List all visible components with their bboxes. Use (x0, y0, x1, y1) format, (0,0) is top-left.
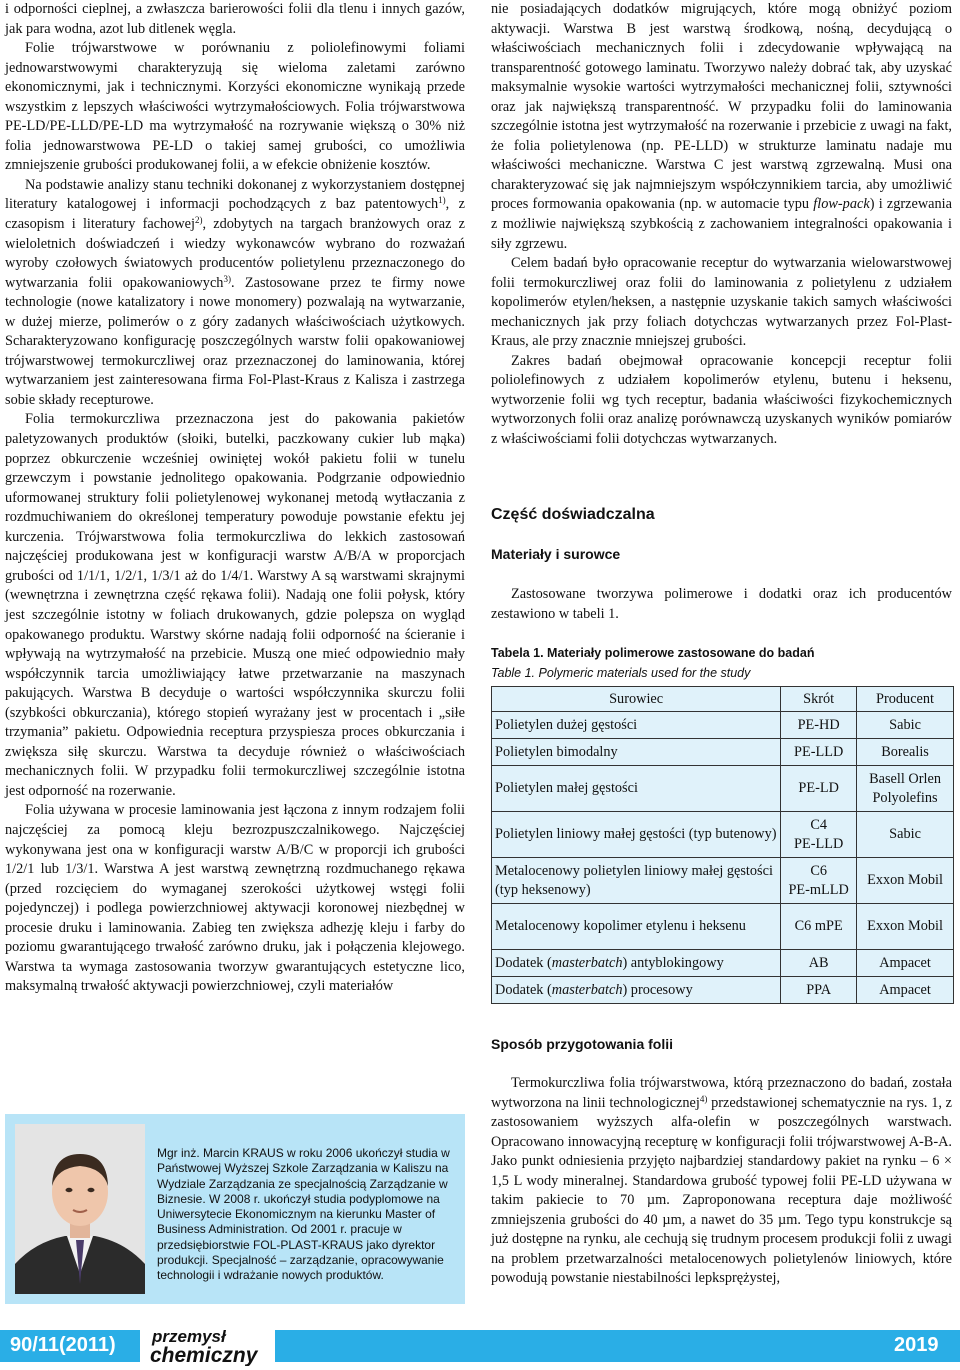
table-cell-producer: Sabic (857, 712, 954, 739)
subsection-film-preparation: Sposób przygotowania folii (491, 1036, 673, 1052)
abbr-line: C6 (810, 862, 827, 879)
table-row (492, 712, 954, 739)
table-cell-abbr: PE-HD (781, 712, 857, 739)
table-cell-abbr: PE-LD (781, 766, 857, 812)
table-cell-producer: Ampacet (857, 950, 954, 977)
table-cell-producer: Exxon Mobil (857, 858, 954, 904)
reference-1: 1) (438, 195, 446, 206)
logo-line-1: przemysł (152, 1327, 226, 1346)
left-column (5, 0, 465, 997)
masterbatch-term: masterbatch (551, 981, 623, 998)
reference-4: 4) (699, 1093, 708, 1104)
table-caption-pl: Tabela 1. Materiały polimerowe zastosowane do badań (491, 646, 815, 660)
paragraph-lamination: Folia używana w procesie laminowania jest łączona z innym rodzajem folii najczęściej za pomocą kleju bezrozpuszczalnikowego. Najczęściej wykonywana jest ona w konfiguracji warstw A/B/C w proporcji ich grubości 1/2/1 lub 1/3/1. Warstwa A jest warstwą zewnętrzną rozdmuchanego rękawa (przed rozcięciem do wymaganej szerokości użytkowej wstęgi folii pojedynczej) i podlega powierzchniowej aktywacji koronowej niezbędnej w procesie druku i laminowania. Zabieg ten zwiększa adhezję kleju i farby do poziomu gwarantującego trwałość zarówno druku, jak i połączenia klejowego. Warstwa ta wymaga zastosowania tworzyw gwarantujących estetyczne lico, maksymalną trwałość aktywacji powierzchniowej, czyli materiałów (5, 802, 465, 995)
text-run: Dodatek ( (495, 954, 552, 971)
table-cell-producer: Ampacet (857, 977, 954, 1004)
right-column (491, 0, 952, 1320)
table-cell-material (492, 950, 781, 977)
table-header-cell: Skrót (781, 687, 857, 712)
table-row (492, 950, 954, 977)
table-row (492, 904, 954, 950)
issue-number: 90/11(2011) (10, 1334, 116, 1356)
table-cell-material: Metalocenowy polietylen liniowy małej gęstości (typ heksenowy) (492, 858, 781, 904)
text-run: , z czasopism i literatury fachowej (5, 196, 466, 233)
table-cell-abbr (781, 812, 857, 858)
table-row (492, 812, 954, 858)
table-header-row (492, 687, 954, 712)
table-row (492, 739, 954, 766)
right-top-text (491, 0, 952, 450)
text-run: przedstawionej schematycznie na rys. 1, z zastosowaniem wyższych alfa-olefin w poszczególnych warstwach. Opracowano innowacyjną recepturę w konfiguracji folii trójwarstwowej A-B-A. Jako punkt odniesienia przyjęto najbardziej standardowy pakiet na rynku – 6 × 1,5 L wody mineralnej. Standardowa grubość typowej folii PE-LD używana w takim pakiecie to 70 µm. Zaproponowana receptura daje możliwość zmniejszenia grubości do 40 µm, a nawet do 35 µm. Tego typu konstrukcje są już dostępne na rynku, ale cechują się trudnym procesem produkcji folii z uwagi na problem przetwarzalności metalocenowych polietylenów liniowych, które powodują powstanie niestabilności lepksprężystej, (491, 1094, 952, 1287)
table-cell-material: Polietylen dużej gęstości (492, 712, 781, 739)
abbr-line: PE-LLD (794, 835, 844, 852)
portrait-image (15, 1124, 145, 1294)
table-cell-abbr: AB (781, 950, 857, 977)
table-cell-abbr (781, 858, 857, 904)
table-row (492, 858, 954, 904)
producer-line: Basell Orlen (869, 770, 941, 787)
text-run: Termokurczliwa folia trójwarstwowa, którą przeznaczono do badań, została wytworzona na linii technologicznej (491, 1075, 952, 1111)
paragraph-shrink-film: Folia termokurczliwa przeznaczona jest do pakowania pakietów paletyzowanych produktów (słoiki, butelki, paczkowany cukier lub mąka) poprzez obkurczenie wcześniej owiniętej wokół pakietu folii w tunelu grzewczym i powstanie jednolitego opakowania. Podgrzanie odpowiednio uformowanej struktury folii polietylenowej wykonanej metodą wytłaczania z rozdmuchiwaniem do określonej temperatury powoduje powstanie efektu jej kurczenia. Trójwarstwowa folia termokurczliwa do lekkich zastosowań najczęściej produkowana jest w konfiguracji warstw A/B/A w proporcjach grubości od 1/1/1, 1/2/1, 1/3/1 aż do 1/4/1. Warstwy A są warstwami skrajnymi (wewnętrzna i zewnętrzna część rękawa folii). Nadają one folii połysk, który jest szczególnie istotny w foliach drukowanych, gdzie polepsza on wygląd opakowanego produktu. Warstwy skórne nadają folii odporność na ścieranie i wpływają na wytrzymałość na przebicie. Muszą one mieć odpowiednio mały współczynnik tarcia umożliwiający łatwe przetwarzanie na maszynach pakujących. Warstwa B decyduje o wartości współczynnika skurczu folii (szybkości obkurczania), którego stopień wyrażany jest w procentach i „siłe trzymania” pakietu. Odpowiednia receptura przyspiesza proces obkurczania i zwiększa siłę skurczu. Warstwa ta decyduje również o właściwościach mechanicznych folii. W przypadku folii termokurczliwej szczególnie istotna jest odporność na rozerwanie. (5, 411, 465, 799)
reference-3: 3) (223, 273, 231, 284)
table-caption-en: Table 1. Polymeric materials used for the study (491, 666, 751, 680)
masterbatch-term: masterbatch (551, 954, 623, 971)
materials-table (491, 686, 954, 1004)
text-run: . Zastosowane przez te firmy nowe technologie (nowe katalizatory i nowe monomery) pozwalają na wytwarzanie, w dużej mierze, polimerów o z góry zadanych właściwościach użytkowych. Scharakteryzowano konfigurację poszczególnych warstw folii opakowaniowej trójwarstwowej termokurczliwej oraz przeznaczonej do laminowania, której wytwarzaniem jest zainteresowana firma Fol-Plast-Kraus z Kalisza i zastrzega sobie składy recepturowe. (5, 274, 465, 408)
table-cell-abbr: PPA (781, 977, 857, 1004)
page-number: 2019 (894, 1334, 939, 1356)
table-row (492, 766, 954, 812)
reference-2: 2) (194, 215, 203, 226)
table-header-cell: Producent (857, 687, 954, 712)
text-run: nie posiadających dodatków migrujących, które mogą obniżyć poziom aktywacji. Warstwa B jest warstwą środkową, nośną, decydującą o właściwościach mechanicznych folii i zdecydowanie wpływającą na transparentność gotowego laminatu. Tworzywo należy dobrać tak, aby uzyskać maksymalnie wysokie wartości wytrzymałości mechanicznej folii, sztywności oraz jak największą transparentność. W przypadku folii do laminowania szczególnie istotna jest wytrzymałość na rozerwanie i przebicie z uwagi na fakt, że folia polietylenowa (np. PE-LLD) w strukturze laminatu nadaje mu właściwości mechaniczne. Warstwa C jest warstwą zgrzewalną. Musi ona charakteryzować się jak najmniejszym współczynnikiem tarcia, aby umożliwić proces formowania opakowania (np. w automacie typu (491, 1, 952, 213)
materials-intro (491, 585, 952, 624)
producer-line: Polyolefins (872, 789, 938, 806)
paragraph-goal: Celem badań było opracowanie receptur do wytwarzania wielowarstwowej folii termokurczliwej oraz folii do laminowania z polietylenu z udziałem kopolimerów etylen/heksen, a następnie uzyskanie takich samych właściwości mechanicznych jak przy foliach dotychczas wytwarzanych przez Fol-Plast-Kraus, ale przy znacznie mniejszej grubości. (491, 255, 952, 350)
text-run: Dodatek ( (495, 981, 552, 998)
table-header-cell: Surowiec (492, 687, 781, 712)
table-cell-abbr: C6 mPE (781, 904, 857, 950)
table-cell-producer (857, 766, 954, 812)
paragraph-advantages: Folie trójwarstwowe w porównaniu z poliolefinowymi foliami jednowarstwowymi charakteryzują się wieloma zaletami zarówno ekonomicznymi, jak i technicznymi. Korzyści ekonomiczne wynikają przede wszystkim z lepszych właściwości wytrzymałościowych. Folia trójwarstwowa PE-LD/PE-LLD/PE-LD ma wytrzymałość na rozrywanie większą o 30% niż folia jednowarstwowa PE-LD o takiej samej grubości, co umożliwia zmniejszenie grubości produkowanej folii, a w efekcie obniżenie kosztów. (5, 40, 465, 174)
table-cell-material: Polietylen liniowy małej gęstości (typ butenowy) (492, 812, 781, 858)
text-run: ) i zgrzewania z możliwie największą szybkością z zachowaniem integralności opakowania i siły zgrzewu. (491, 196, 952, 252)
table-cell-material: Polietylen bimodalny (492, 739, 781, 766)
paragraph-film-preparation (491, 1074, 952, 1289)
abbr-line: PE-mLLD (788, 881, 849, 898)
table-row (492, 977, 954, 1004)
flow-pack-term: flow-pack (813, 196, 870, 213)
paragraph-state-of-art (5, 176, 465, 411)
footer-bar-right (275, 1330, 960, 1362)
section-title: Część doświadczalna (491, 506, 655, 523)
logo-line-2: chemiczny (150, 1344, 258, 1366)
text-run: ) antyblokingowy (622, 954, 724, 971)
paragraph-intro-end: i odporności cieplnej, a zwłaszcza barierowości folii dla tlenu i innych gazów, jak para wodna, azot lub ditlenek węgla. (5, 1, 465, 37)
text-run: ) procesowy (622, 981, 693, 998)
table-cell-material: Metalocenowy kopolimer etylenu i heksenu (492, 904, 781, 950)
table-cell-material (492, 977, 781, 1004)
table-cell-producer: Sabic (857, 812, 954, 858)
journal-logo (150, 1326, 270, 1366)
paragraph-materials: Zastosowane tworzywa polimerowe i dodatki oraz ich producentów zestawiono w tabeli 1. (491, 586, 952, 622)
paragraph-scope: Zakres badań obejmował opracowanie koncepcji receptur folii poliolefinowych z udziałem kopolimerów etylenu, butenu i heksenu, wytworzenie folii wg tych receptur, badania właściwości fizykochemicznych wytworzonych folii oraz analizę porównawczą uzyskanych wyników pomiarów z właściwościami folii dotychczas wytwarzanych. (491, 352, 952, 448)
subsection-materials: Materiały i surowce (491, 546, 621, 562)
author-photo (15, 1124, 145, 1294)
text-run: Na podstawie analizy stanu techniki dokonanej z wykorzystaniem dostępnej literatury katalogowej i informacji pochodzących z baz patentowych (5, 176, 465, 213)
table-cell-material: Polietylen małej gęstości (492, 766, 781, 812)
text-run: , zdobytych na targach branżowych oraz z wieloletnich doświadczeń i wiedzy wykonawców wybrano do rozważań wyroby czołowych światowych producentów polietylenu przeznaczonego do wytwarzania folii opakowaniowych (5, 216, 465, 291)
table-cell-producer: Borealis (857, 739, 954, 766)
film-preparation-text (491, 1074, 952, 1289)
author-bio-box (5, 1114, 465, 1304)
paragraph-layers (491, 0, 952, 254)
table-cell-abbr: PE-LLD (781, 739, 857, 766)
abbr-line: C4 (810, 816, 827, 833)
author-bio-text: Mgr inż. Marcin KRAUS w roku 2006 ukończył studia w Państwowej Wyższej Szkole Zarządzania w Kaliszu na Wydziale Zarządzania ze specjalnością Zarządzanie w Biznesie. W 2008 r. ukończył studia podyplomowe na Uniwersytecie Ekonomicznym na kierunku Master of Business Administration. Od 2001 r. pracuje w przedsiębiorstwie FOL-PLAST-KRAUS jako dyrektor produkcji. Specjalność – zarządzanie, opracowywanie technologii i wdrażanie nowych produktów. (157, 1146, 450, 1283)
table-cell-producer: Exxon Mobil (857, 904, 954, 950)
